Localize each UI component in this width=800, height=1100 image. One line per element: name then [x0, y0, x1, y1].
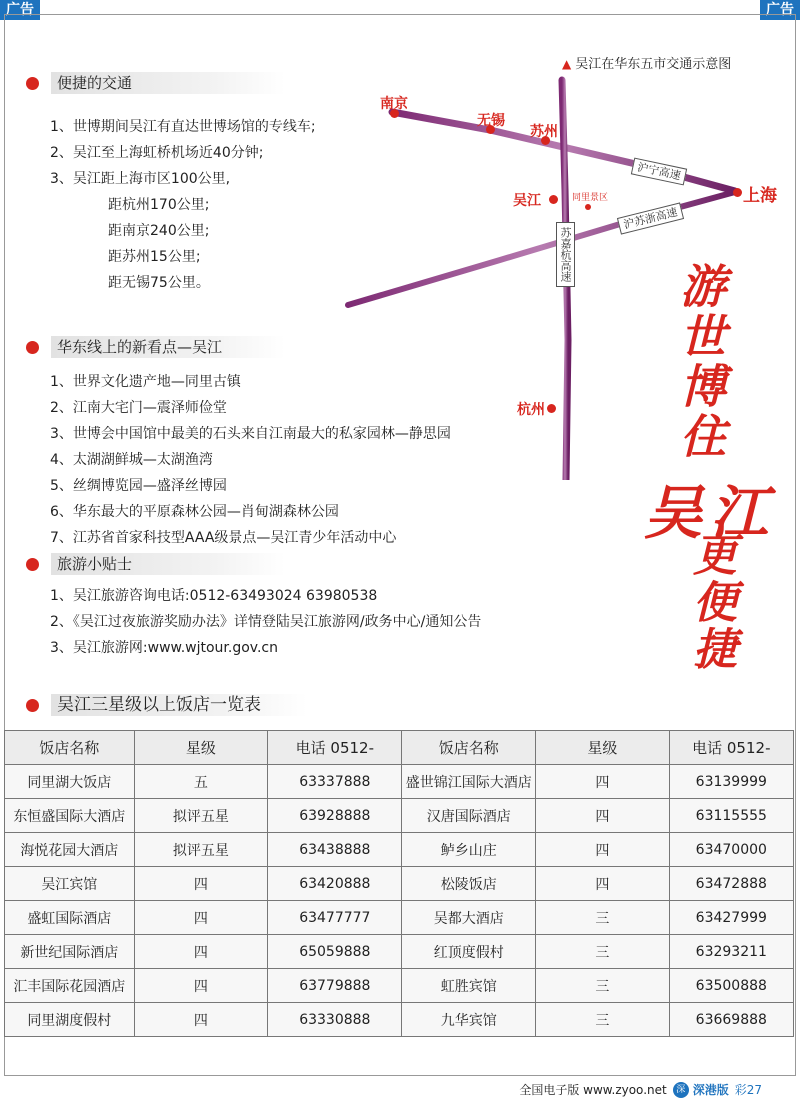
- table-cell: 四: [536, 833, 670, 867]
- map-caption: ▲ 吴江在华东五市交通示意图: [562, 57, 732, 72]
- footer-edition: 全国电子版 www.zyoo.net: [519, 1083, 667, 1097]
- section-title: 华东线上的新看点—吴江: [51, 336, 285, 358]
- table-cell: 四: [134, 969, 268, 1003]
- table-cell: 汇丰国际花园酒店: [5, 969, 135, 1003]
- table-row: [5, 969, 794, 1003]
- table-cell: 63779888: [268, 969, 402, 1003]
- bullet-dot-icon: [26, 558, 39, 571]
- table-cell: 海悦花园大酒店: [5, 833, 135, 867]
- list-item: 1、吴江旅游咨询电话:0512-63493024 63980538: [50, 588, 378, 604]
- table-cell: 63427999: [669, 901, 793, 935]
- list-item: 2、《吴江过夜旅游奖励办法》详情登陆吴江旅游网/政务中心/通知公告: [50, 614, 482, 630]
- table-header: 电话 0512-: [268, 731, 402, 765]
- table-cell: 63115555: [669, 799, 793, 833]
- table-header: 星级: [536, 731, 670, 765]
- shanghai-dot-icon: [733, 188, 742, 197]
- table-header: 饭店名称: [5, 731, 135, 765]
- road-label-hu-ning: 沪宁高速: [631, 158, 687, 186]
- list-item: 5、丝绸博览园—盛泽丝博园: [50, 478, 227, 494]
- list-item: 6、华东最大的平原森林公园—肖甸湖森林公园: [50, 504, 339, 520]
- table-row: [5, 765, 794, 799]
- table-cell: 四: [536, 799, 670, 833]
- table-row: [5, 1003, 794, 1037]
- tips-list: [50, 583, 481, 661]
- triangle-icon: ▲: [562, 57, 572, 71]
- table-row: [5, 901, 794, 935]
- list-item: 3、吴江旅游网:www.wjtour.gov.cn: [50, 640, 278, 656]
- table-cell: 63420888: [268, 867, 402, 901]
- ad-tag-left: 广告: [0, 0, 40, 20]
- slogan-line1: 游世博住: [673, 262, 727, 462]
- table-cell: 松陵饭店: [402, 867, 536, 901]
- city-wuxi: 无锡: [477, 113, 505, 129]
- paper-logo-icon: 深: [673, 1082, 689, 1098]
- hotel-table: [4, 730, 794, 1037]
- ad-tag-right: 广告: [760, 0, 800, 20]
- table-cell: 63330888: [268, 1003, 402, 1037]
- table-cell: 四: [134, 935, 268, 969]
- list-item: 3、吴江距上海市区100公里,: [50, 171, 231, 187]
- table-cell: 同里湖大饭店: [5, 765, 135, 799]
- table-row: [5, 833, 794, 867]
- list-item: 1、世博期间吴江有直达世博场馆的专线车;: [50, 119, 316, 135]
- table-cell: 吴都大酒店: [402, 901, 536, 935]
- table-cell: 三: [536, 969, 670, 1003]
- bullet-dot-icon: [26, 699, 39, 712]
- section-title: 吴江三星级以上饭店一览表: [51, 694, 307, 716]
- table-cell: 盛虹国际酒店: [5, 901, 135, 935]
- table-row: [5, 799, 794, 833]
- table-cell: 63477777: [268, 901, 402, 935]
- table-cell: 四: [134, 1003, 268, 1037]
- table-cell: 63337888: [268, 765, 402, 799]
- table-cell: 三: [536, 1003, 670, 1037]
- city-wujiang: 吴江: [513, 193, 541, 209]
- list-item: 1、世界文化遗产地—同里古镇: [50, 374, 241, 390]
- section-title: 便捷的交通: [51, 72, 285, 94]
- table-row: [5, 935, 794, 969]
- table-cell: 拟评五星: [134, 799, 268, 833]
- footer-brand: 深港版: [692, 1083, 729, 1097]
- hangzhou-dot-icon: [547, 404, 556, 413]
- city-hangzhou: 杭州: [517, 402, 545, 418]
- label-tongli: 同里景区: [572, 193, 609, 203]
- table-header: 星级: [134, 731, 268, 765]
- page-number: 彩27: [734, 1083, 762, 1097]
- section-tips-header: [26, 552, 285, 576]
- table-cell: 四: [536, 765, 670, 799]
- bullet-dot-icon: [26, 77, 39, 90]
- table-cell: 63472888: [669, 867, 793, 901]
- tongli-dot-icon: [585, 204, 591, 210]
- city-shanghai: 上海: [743, 186, 777, 206]
- section-traffic-header: [26, 71, 285, 95]
- section-sights-header: [26, 335, 285, 359]
- table-cell: 虹胜宾馆: [402, 969, 536, 1003]
- table-cell: 盛世锦江国际大酒店: [402, 765, 536, 799]
- table-cell: 同里湖度假村: [5, 1003, 135, 1037]
- list-item: 3、世博会中国馆中最美的石头来自江南最大的私家园林—静思园: [50, 426, 451, 442]
- table-cell: 63438888: [268, 833, 402, 867]
- list-subitem: 距无锡75公里。: [108, 275, 210, 291]
- table-cell: 五: [134, 765, 268, 799]
- table-cell: 63139999: [669, 765, 793, 799]
- slogan-line3: 更便捷: [685, 532, 736, 673]
- table-header: 电话 0512-: [669, 731, 793, 765]
- table-header: 饭店名称: [402, 731, 536, 765]
- road-label-su-jia-hang: 苏嘉杭高速: [556, 222, 575, 287]
- table-cell: 三: [536, 935, 670, 969]
- table-cell: 拟评五星: [134, 833, 268, 867]
- table-cell: 63928888: [268, 799, 402, 833]
- list-subitem: 距杭州170公里;: [108, 197, 210, 213]
- city-nanjing: 南京: [380, 96, 408, 112]
- table-cell: 三: [536, 901, 670, 935]
- list-item: 4、太湖湖鲜城—太湖渔湾: [50, 452, 213, 468]
- table-cell: 四: [134, 867, 268, 901]
- hotel-table-body: [5, 765, 794, 1037]
- table-cell: 63500888: [669, 969, 793, 1003]
- traffic-list: [50, 114, 316, 296]
- section-title: 旅游小贴士: [51, 553, 285, 575]
- page-footer: [519, 1081, 762, 1098]
- table-cell: 63293211: [669, 935, 793, 969]
- table-cell: 东恒盛国际大酒店: [5, 799, 135, 833]
- table-cell: 四: [536, 867, 670, 901]
- list-subitem: 距苏州15公里;: [108, 249, 201, 265]
- list-item: 7、江苏省首家科技型AAA级景点—吴江青少年活动中心: [50, 530, 397, 546]
- slogan-line2: 吴江: [644, 479, 777, 547]
- table-cell: 63470000: [669, 833, 793, 867]
- table-cell: 四: [134, 901, 268, 935]
- table-cell: 鲈乡山庄: [402, 833, 536, 867]
- road-label-hu-su-zhe: 沪苏浙高速: [617, 202, 684, 234]
- table-header-row: [5, 731, 794, 765]
- wujiang-dot-icon: [549, 195, 558, 204]
- table-cell: 红顶度假村: [402, 935, 536, 969]
- table-cell: 63669888: [669, 1003, 793, 1037]
- list-subitem: 距南京240公里;: [108, 223, 210, 239]
- list-item: 2、吴江至上海虹桥机场近40分钟;: [50, 145, 264, 161]
- table-cell: 65059888: [268, 935, 402, 969]
- section-hotels-header: [26, 693, 307, 717]
- city-suzhou: 苏州: [530, 124, 558, 140]
- table-cell: 汉唐国际酒店: [402, 799, 536, 833]
- table-cell: 新世纪国际酒店: [5, 935, 135, 969]
- list-item: 2、江南大宅门—震泽师俭堂: [50, 400, 227, 416]
- table-row: [5, 867, 794, 901]
- table-cell: 吴江宾馆: [5, 867, 135, 901]
- table-cell: 九华宾馆: [402, 1003, 536, 1037]
- bullet-dot-icon: [26, 341, 39, 354]
